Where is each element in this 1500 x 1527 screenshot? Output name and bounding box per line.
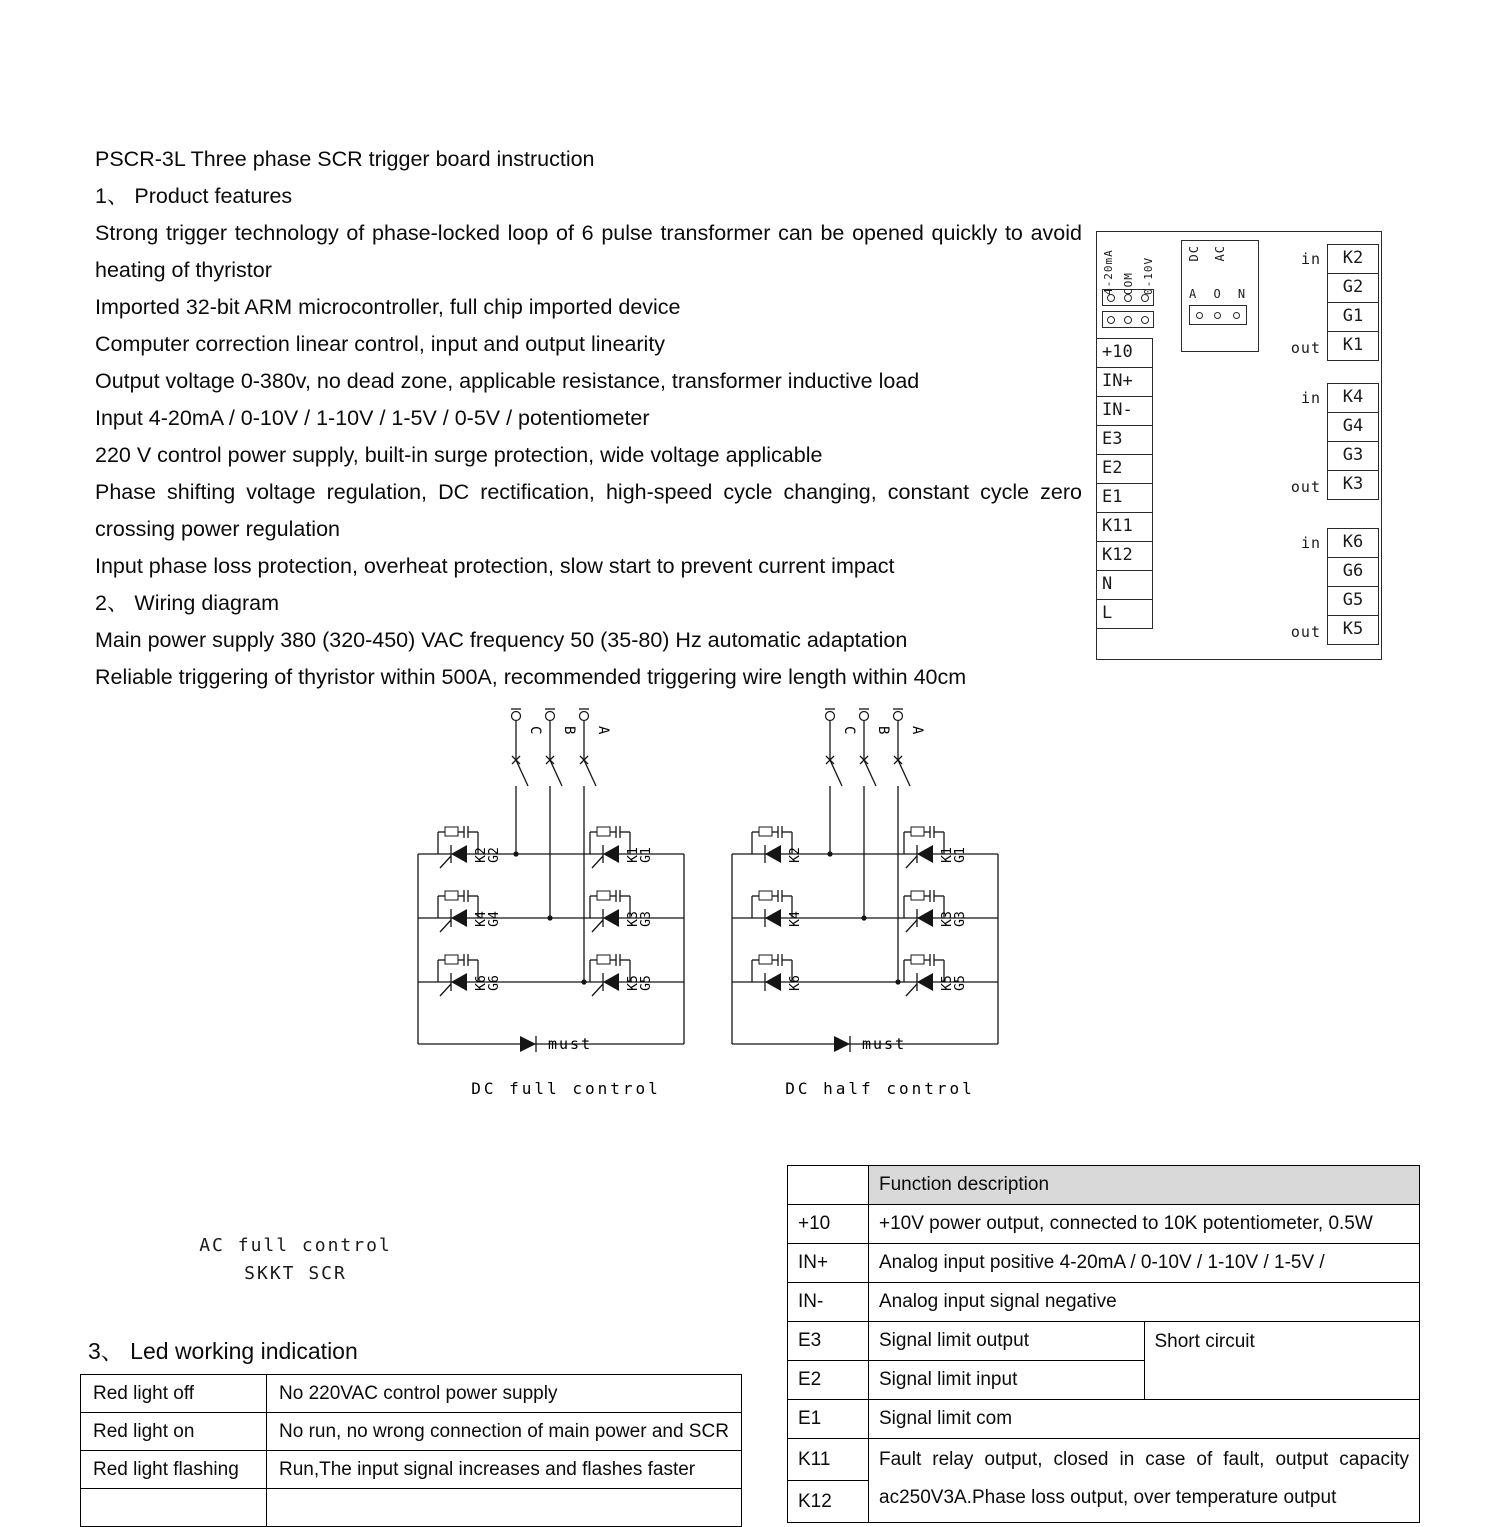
table-row [788,1322,1420,1361]
in-label: in [1300,534,1321,552]
svg-text:G6: G6 [487,975,502,991]
desc-cell: Analog input signal negative [869,1283,1420,1322]
wiring-diagram-dc-half-control [712,702,1018,1112]
header-empty-cell [788,1166,869,1205]
jumper-pin-icon [1141,294,1149,302]
power-pins-label: A O N [1189,287,1251,301]
svg-text:DC half control: DC half control [785,1079,975,1098]
svg-text:C: C [527,726,543,735]
terminal-cell: G6 [1327,557,1379,587]
terminal-cell: E2 [1096,454,1153,484]
out-label: out [1290,339,1321,357]
svg-text:DC full control: DC full control [471,1079,661,1098]
svg-text:G5: G5 [639,975,654,991]
term-cell: IN+ [788,1244,869,1283]
svg-text:must: must [862,1035,907,1053]
note-cell: Short circuit [1144,1322,1420,1400]
led-desc-cell [267,1489,742,1527]
jumper-pin-icon [1124,294,1132,302]
term-cell: IN- [788,1283,869,1322]
terminal-cell: N [1096,570,1153,600]
section3-heading: 3、 Led working indication [88,1338,358,1364]
power-input-box [1181,240,1259,352]
terminal-cell: K2 [1327,244,1379,274]
feature-line: Phase shifting voltage regulation, DC rectification, high-speed cycle changing, constant cycle zero crossing power regulation [95,480,1082,541]
svg-text:K5: K5 [940,975,955,991]
jumper-labels [1102,235,1155,295]
jumper-block [1102,311,1154,328]
jumper-pin-icon [1107,294,1115,302]
terminal-cell: G3 [1327,441,1379,471]
terminal-cell: G5 [1327,586,1379,616]
term-cell: E2 [788,1361,869,1400]
power-pin-icon [1214,312,1221,319]
table-row [81,1375,742,1413]
out-label: out [1290,478,1321,496]
term-cell: +10 [788,1205,869,1244]
power-labels [1187,245,1227,261]
svg-text:A: A [909,726,925,735]
table-row [788,1244,1420,1283]
led-status-cell: Red light off [81,1375,267,1413]
feature-line: 220 V control power supply, built-in surge protection, wide voltage applicable [95,443,823,467]
svg-text:G1: G1 [953,847,968,863]
terminal-cell: G1 [1327,302,1379,332]
desc-cell: Analog input positive 4-20mA / 0-10V / 1-10V / 1-5V / [869,1244,1420,1283]
feature-line: Computer correction linear control, input and output linearity [95,332,666,356]
section2-heading: 2、 Wiring diagram [95,591,279,615]
table-row [788,1205,1420,1244]
term-cell: K11 [788,1439,869,1481]
gate-terminal-group [1290,384,1379,500]
svg-text:K3: K3 [940,911,955,927]
led-status-cell: Red light flashing [81,1451,267,1489]
section1-heading: 1、 Product features [95,184,293,208]
in-label: in [1300,389,1321,407]
svg-text:G5: G5 [953,975,968,991]
jumper-pin-icon [1141,316,1149,324]
wiring-line: Reliable triggering of thyristor within 500A, recommended triggering wire length within 40cm [95,665,967,689]
table-row [788,1283,1420,1322]
terminal-cell: K5 [1327,615,1379,645]
desc-cell: +10V power output, connected to 10K potentiometer, 0.5W [869,1205,1420,1244]
terminal-cell: G2 [1327,273,1379,303]
jumper-block [1102,289,1154,306]
feature-line: Input phase loss protection, overheat protection, slow start to prevent current impact [95,554,895,578]
terminal-cell: K4 [1327,383,1379,413]
out-label: out [1290,623,1321,641]
svg-text:G4: G4 [487,911,502,927]
terminal-cell: E1 [1096,483,1153,513]
wiring-line: Main power supply 380 (320-450) VAC frequency 50 (35-80) Hz automatic adaptation [95,628,908,652]
power-pin-icon [1233,312,1240,319]
svg-text:K4: K4 [788,911,803,927]
terminal-cell: IN- [1096,396,1153,426]
svg-text:K2: K2 [788,847,803,863]
led-desc-cell: Run,The input signal increases and flashes faster [267,1451,742,1489]
feature-line: Imported 32-bit ARM microcontroller, full chip imported device [95,295,681,319]
svg-text:K3: K3 [626,911,641,927]
terminal-cell: K1 [1327,331,1379,361]
led-desc-cell: No run, no wrong connection of main power and SCR [267,1413,742,1451]
term-cell: E3 [788,1322,869,1361]
term-cell: K12 [788,1481,869,1523]
svg-text:G1: G1 [639,847,654,863]
feature-line: Output voltage 0-380v, no dead zone, applicable resistance, transformer inductive load [95,369,920,393]
svg-text:K2: K2 [474,847,489,863]
jumper-label: COM [1122,272,1135,295]
document-body [95,141,1082,696]
svg-text:K6: K6 [474,975,489,991]
power-pins-block [1189,305,1247,325]
terminal-cell: K12 [1096,541,1153,571]
terminal-cell: K3 [1327,470,1379,500]
svg-text:G2: G2 [487,847,502,863]
svg-text:must: must [548,1035,593,1053]
jumper-pin-icon [1124,316,1132,324]
led-desc-cell: No 220VAC control power supply [267,1375,742,1413]
power-label: AC [1213,245,1227,262]
term-cell: E1 [788,1400,869,1439]
led-status-cell [81,1489,267,1527]
terminal-cell: K6 [1327,528,1379,558]
terminal-cell: +10 [1096,338,1153,368]
svg-text:K6: K6 [788,975,803,991]
power-pin-icon [1196,312,1203,319]
terminal-board [1096,231,1382,660]
gate-terminal-group [1290,245,1379,361]
terminal-cell: E3 [1096,425,1153,455]
gate-terminal-group [1290,529,1379,645]
page-title: PSCR-3L Three phase SCR trigger board instruction [95,147,595,171]
desc-cell: Signal limit com [869,1400,1420,1439]
led-indication-table [80,1374,742,1527]
table-row [81,1413,742,1451]
desc-cell: Signal limit input [869,1361,1145,1400]
svg-text:B: B [561,726,577,735]
feature-line: Input 4-20mA / 0-10V / 1-10V / 1-5V / 0-5V / potentiometer [95,406,650,430]
svg-text:B: B [875,726,891,735]
left-terminal-column [1096,339,1153,629]
power-pins [1189,287,1250,325]
feature-line: Strong trigger technology of phase-locked loop of 6 pulse transformer can be opened quickly to avoid heating of thyristor [95,221,1082,282]
svg-text:K1: K1 [626,847,641,863]
svg-text:A: A [595,726,611,735]
svg-text:K1: K1 [940,847,955,863]
svg-text:G3: G3 [953,911,968,927]
table-row-partial [81,1489,742,1527]
jumper-label: 4-20mA [1102,249,1115,295]
table-row [788,1400,1420,1439]
led-status-cell: Red light on [81,1413,267,1451]
table-row [81,1451,742,1489]
in-label: in [1300,250,1321,268]
svg-text:K5: K5 [626,975,641,991]
terminal-cell: IN+ [1096,367,1153,397]
table-row [788,1439,1420,1481]
table-header-cell: Function description [869,1166,1420,1205]
desc-cell: Fault relay output, closed in case of fault, output capacity ac250V3A.Phase loss output, over temperature output [869,1439,1420,1523]
desc-cell: Signal limit output [869,1322,1145,1361]
terminal-cell: G4 [1327,412,1379,442]
svg-text:C: C [841,726,857,735]
terminal-cell: L [1096,599,1153,629]
wiring-diagram-dc-full-control [398,702,704,1112]
ac-note-line: AC full control [199,1235,392,1256]
jumper-label: 0-10V [1142,256,1155,295]
function-description-table [787,1165,1420,1523]
jumper-pin-icon [1107,316,1115,324]
table-header-row [788,1166,1420,1205]
svg-text:G3: G3 [639,911,654,927]
svg-text:K4: K4 [474,911,489,927]
ac-note-line: SKKT SCR [244,1263,347,1284]
terminal-cell: K11 [1096,512,1153,542]
power-label: DC [1187,245,1201,262]
ac-full-control-note [198,1232,393,1288]
